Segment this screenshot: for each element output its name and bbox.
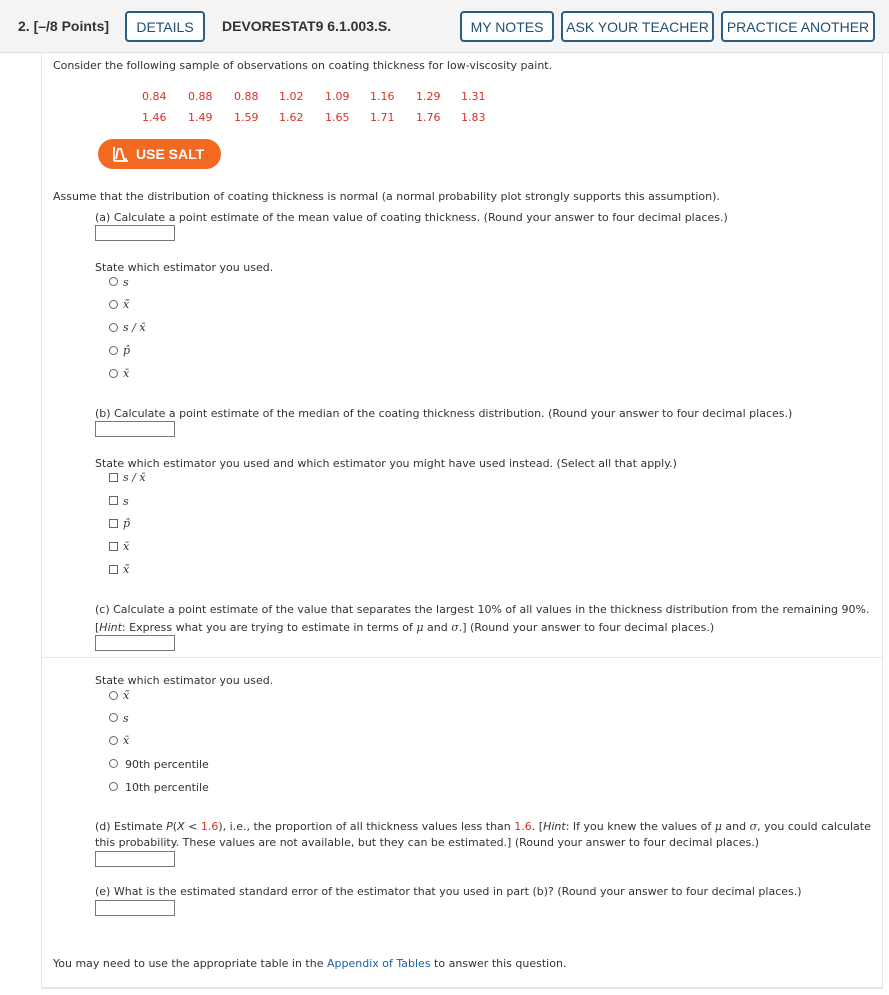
part-d-prompt: (d) Estimate P(X < 1.6), i.e., the proportion of all thickness values less than 1.6. [Hint: If you knew the values of μ and σ, you could calculate — [95, 820, 871, 833]
part-b-estimator-prompt: State which estimator you used and which estimator you might have used instead. (Select all that apply.) — [95, 457, 677, 470]
part-b-checkbox-3[interactable] — [109, 519, 118, 528]
data-value: 1.65 — [325, 111, 350, 124]
part-a-option-4: p̂ — [123, 344, 131, 357]
problem-code: DEVORESTAT9 6.1.003.S. — [222, 18, 392, 34]
part-c-radio-3[interactable] — [109, 736, 118, 745]
details-button[interactable]: DETAILS — [125, 11, 205, 42]
part-c-estimator-prompt: State which estimator you used. — [95, 674, 274, 687]
part-b-option-4: x̄ — [123, 540, 130, 553]
part-b-prompt: (b) Calculate a point estimate of the median of the coating thickness distribution. (Round your answer to four decimal places.) — [95, 407, 793, 420]
salt-chart-icon — [113, 146, 129, 162]
use-salt-label: USE SALT — [136, 146, 205, 162]
part-a-radio-1[interactable] — [109, 277, 118, 286]
part-c-prompt: (c) Calculate a point estimate of the value that separates the largest 10% of all values in the thickness distribution from the remaining 90%. — [95, 603, 870, 616]
data-value: 0.88 — [188, 90, 213, 103]
data-value: 1.09 — [325, 90, 350, 103]
part-b-checkbox-1[interactable] — [109, 473, 118, 482]
part-e-answer-input[interactable] — [95, 900, 175, 916]
part-b-checkbox-4[interactable] — [109, 542, 118, 551]
part-c-radio-2[interactable] — [109, 713, 118, 722]
part-a-answer-input[interactable] — [95, 225, 175, 241]
ask-teacher-button[interactable]: ASK YOUR TEACHER — [561, 11, 714, 42]
part-c-hint: [Hint: Express what you are trying to estimate in terms of μ and σ.] (Round your answer to four decimal places.) — [95, 621, 715, 634]
part-a-option-5: x̄ — [123, 367, 130, 380]
data-value: 1.29 — [416, 90, 441, 103]
data-value: 0.88 — [234, 90, 259, 103]
part-a-option-1: s — [123, 276, 129, 289]
data-value: 1.49 — [188, 111, 213, 124]
assumption-text: Assume that the distribution of coating thickness is normal (a normal probability plot strongly supports this assumption). — [53, 190, 720, 203]
part-b-option-1: s / x̄ — [123, 471, 146, 484]
part-a-radio-5[interactable] — [109, 369, 118, 378]
part-c-option-1: x̃ — [123, 689, 130, 702]
footer-note: You may need to use the appropriate table in the Appendix of Tables to answer this question. — [53, 957, 567, 970]
part-c-radio-1[interactable] — [109, 691, 118, 700]
part-b-answer-input[interactable] — [95, 421, 175, 437]
part-a-radio-2[interactable] — [109, 300, 118, 309]
part-c-option-2: s — [123, 712, 129, 725]
part-c-radio-4[interactable] — [109, 759, 118, 768]
practice-another-button[interactable]: PRACTICE ANOTHER — [721, 11, 875, 42]
part-c-option-5: 10th percentile — [125, 781, 209, 794]
intro-text: Consider the following sample of observations on coating thickness for low-viscosity paint. — [53, 59, 553, 72]
data-value: 1.76 — [416, 111, 441, 124]
data-value: 1.46 — [142, 111, 167, 124]
data-value: 1.59 — [234, 111, 259, 124]
part-a-option-2: x̃ — [123, 298, 130, 311]
part-c-radio-5[interactable] — [109, 782, 118, 791]
part-a-radio-4[interactable] — [109, 346, 118, 355]
data-value: 1.83 — [461, 111, 486, 124]
part-a-estimator-prompt: State which estimator you used. — [95, 261, 274, 274]
part-c-answer-input[interactable] — [95, 635, 175, 651]
part-a-prompt: (a) Calculate a point estimate of the mean value of coating thickness. (Round your answer to four decimal places.) — [95, 211, 728, 224]
part-d-answer-input[interactable] — [95, 851, 175, 867]
part-b-checkbox-2[interactable] — [109, 496, 118, 505]
data-value: 1.62 — [279, 111, 304, 124]
part-e-prompt: (e) What is the estimated standard error of the estimator that you used in part (b)? (Round your answer to four decimal places.) — [95, 885, 802, 898]
part-a-radio-3[interactable] — [109, 323, 118, 332]
part-d-prompt-line2: this probability. These values are not available, but they can be estimated.] (Round your answer to four decimal places.) — [95, 836, 760, 849]
data-value: 1.31 — [461, 90, 486, 103]
my-notes-button[interactable]: MY NOTES — [460, 11, 554, 42]
appendix-link[interactable]: Appendix of Tables — [327, 957, 431, 970]
question-points: 2. [–/8 Points] — [18, 18, 110, 34]
data-value: 1.71 — [370, 111, 395, 124]
part-c-option-3: x̄ — [123, 734, 130, 747]
part-b-checkbox-5[interactable] — [109, 565, 118, 574]
data-value: 1.02 — [279, 90, 304, 103]
use-salt-button[interactable] — [98, 139, 221, 169]
data-value: 1.16 — [370, 90, 395, 103]
part-b-option-2: s — [123, 495, 129, 508]
part-b-option-5: x̃ — [123, 563, 130, 576]
part-b-option-3: p̂ — [123, 517, 131, 530]
question-header — [0, 0, 889, 53]
part-c-option-4: 90th percentile — [125, 758, 209, 771]
data-value: 0.84 — [142, 90, 167, 103]
part-a-option-3: s / x̄ — [123, 321, 146, 334]
